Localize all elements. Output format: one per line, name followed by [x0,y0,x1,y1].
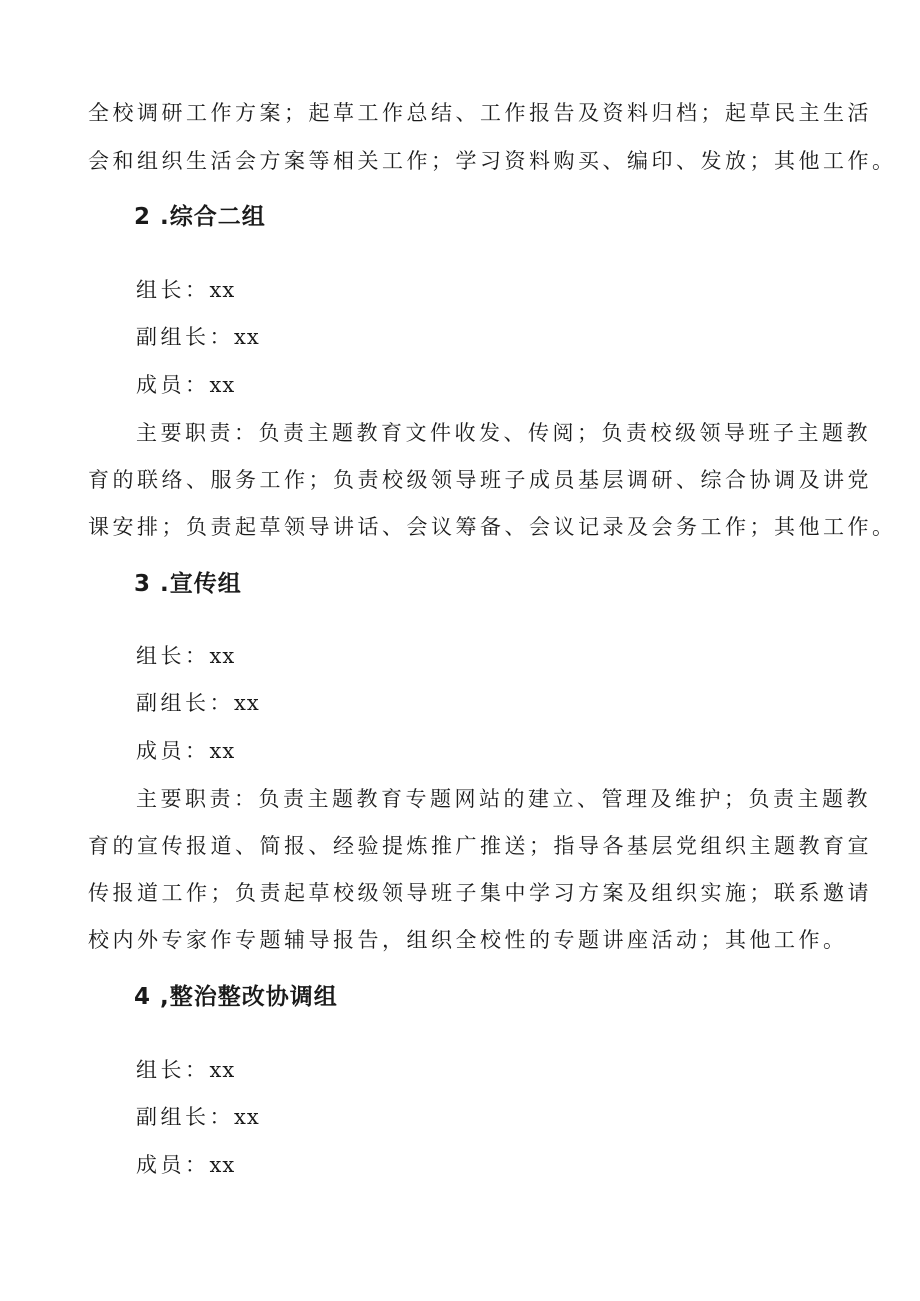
deputy-label: 副组长： [136,1105,234,1129]
leader-label: 组长： [136,1058,210,1082]
members-value: xx [209,373,236,397]
intro-line-1: 全校调研工作方案；起草工作总结、工作报告及资料归档；起草民主生活 [88,101,872,125]
members-value: xx [209,1153,236,1177]
section-3-duties-line-4: 校内外专家作专题辅导报告，组织全校性的专题讲座活动；其他工作。 [88,928,848,952]
leader-label: 组长： [136,278,210,302]
section-heading-4: 4 ,整治整改协调组 [134,984,338,1010]
section-heading-2: 2 .综合二组 [134,204,266,230]
leader-value: xx [209,1058,236,1082]
leader-value: xx [209,278,236,302]
section-2-members [136,371,235,399]
members-label: 成员： [136,1153,210,1177]
intro-line-2: 会和组织生活会方案等相关工作；学习资料购买、编印、发放；其他工作。 [88,149,897,173]
section-3-members [136,737,235,765]
deputy-label: 副组长： [136,691,234,715]
section-4-leader [136,1056,235,1084]
deputy-value: xx [234,691,260,715]
section-heading-3: 3 .宣传组 [134,571,242,597]
deputy-label: 副组长： [136,325,234,349]
section-2-duties-line-3: 课安排；负责起草领导讲话、会议筹备、会议记录及会务工作；其他工作。 [88,515,897,539]
deputy-value: xx [234,325,260,349]
leader-value: xx [209,644,236,668]
members-label: 成员： [136,739,210,763]
section-3-duties-line-1: 主要职责：负责主题教育专题网站的建立、管理及维护；负责主题教 [136,787,871,811]
section-4-members [136,1151,235,1179]
deputy-value: xx [234,1105,260,1129]
section-3-duties-line-3: 传报道工作；负责起草校级领导班子集中学习方案及组织实施；联系邀请 [88,881,872,905]
section-2-duties-line-2: 育的联络、服务工作；负责校级领导班子成员基层调研、综合协调及讲党 [88,468,872,492]
section-4-deputy [136,1103,260,1131]
section-3-deputy [136,689,260,717]
leader-label: 组长： [136,644,210,668]
section-2-deputy [136,323,260,351]
section-3-duties-line-2: 育的宣传报道、简报、经验提炼推广推送；指导各基层党组织主题教育宣 [88,834,872,858]
members-value: xx [209,739,236,763]
section-3-leader [136,642,235,670]
section-2-duties-line-1: 主要职责：负责主题教育文件收发、传阅；负责校级领导班子主题教 [136,421,871,445]
members-label: 成员： [136,373,210,397]
section-2-leader [136,276,235,304]
